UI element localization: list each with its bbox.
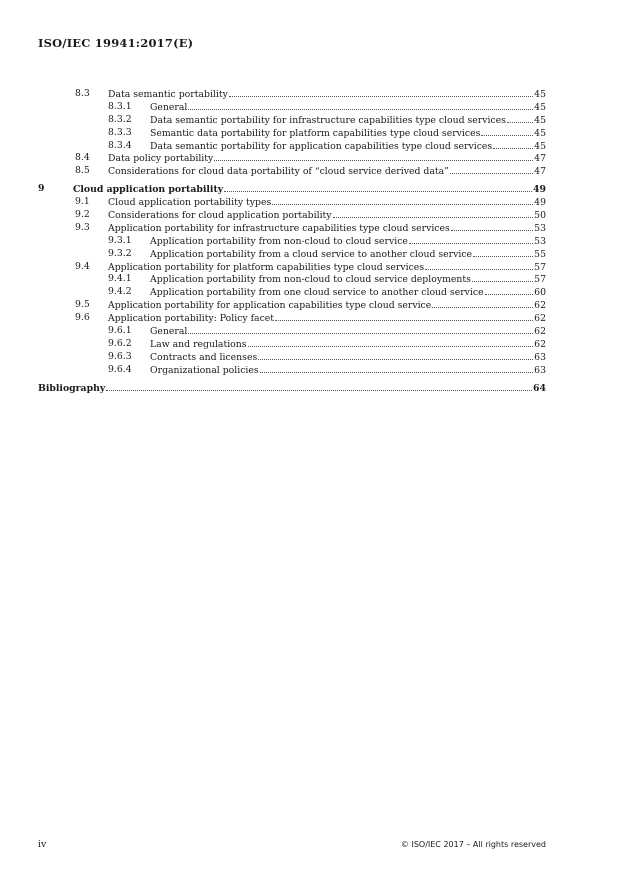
- toc-entry-row: [108, 312, 546, 326]
- toc-entry[interactable]: [38, 351, 546, 364]
- toc-entry-title: General: [150, 326, 188, 338]
- toc-entry-row: [150, 273, 546, 287]
- toc-entry-page: 60: [534, 287, 546, 299]
- toc-entry-number: 9.4: [75, 260, 90, 272]
- toc-entry[interactable]: [38, 338, 546, 351]
- toc-entry-number: 9.4.1: [108, 273, 132, 285]
- toc-entry-page: 49: [533, 184, 546, 196]
- toc-entry-row: [150, 248, 546, 262]
- toc-dot-leader: [214, 152, 533, 161]
- toc-entry-row: [108, 88, 546, 102]
- toc-entry-row: [150, 338, 546, 352]
- toc-entry-number: 9.6.3: [108, 350, 132, 362]
- toc-entry-page: 45: [534, 114, 546, 126]
- toc-entry[interactable]: [38, 235, 546, 248]
- toc-entry[interactable]: [38, 325, 546, 338]
- toc-entry-title: Application portability from non-cloud to cloud service deployments: [150, 274, 471, 286]
- toc-entry-title: Data semantic portability: [108, 89, 228, 100]
- toc-entry-page: 63: [534, 364, 546, 376]
- toc-entry-page: 62: [534, 338, 546, 350]
- toc-entry-row: [108, 299, 546, 313]
- toc-entry-row: [150, 140, 546, 154]
- toc-entry-row: [150, 364, 546, 378]
- footer-copyright: © ISO/IEC 2017 – All rights reserved: [400, 840, 546, 849]
- toc-entry-page: 55: [534, 248, 546, 260]
- toc-entry-page: 62: [534, 326, 546, 338]
- toc-entry[interactable]: [38, 222, 546, 235]
- toc-dot-leader: [188, 101, 533, 110]
- toc-entry[interactable]: [38, 196, 546, 209]
- toc-entry-number: 8.3.3: [108, 126, 132, 138]
- toc-entry[interactable]: [38, 273, 546, 286]
- toc-entry-page: 64: [533, 382, 546, 394]
- toc-entry-number: 9.1: [75, 196, 90, 208]
- toc-entry-title: Application portability: Policy facet: [108, 313, 275, 325]
- toc-entry-title: Considerations for cloud application portability: [108, 210, 332, 222]
- toc-entry-page: 50: [534, 210, 546, 222]
- toc-dot-leader: [485, 286, 533, 295]
- toc-dot-leader: [481, 127, 533, 136]
- toc-entry-number: 9.3: [75, 221, 90, 233]
- toc-entry-number: 9.4.2: [108, 286, 132, 298]
- toc-entry-number: 9.3.2: [108, 247, 132, 259]
- toc-entry[interactable]: [38, 209, 546, 222]
- toc-entry-page: 63: [534, 351, 546, 363]
- toc-entry-row: [150, 127, 546, 141]
- toc-entry-title: Bibliography: [38, 382, 106, 394]
- toc-dot-leader: [229, 88, 533, 97]
- toc-entry-number: 8.5: [75, 165, 90, 177]
- toc-entry[interactable]: [38, 364, 546, 377]
- toc-entry-page: 45: [534, 140, 546, 152]
- table-of-contents: [38, 88, 546, 394]
- toc-entry[interactable]: [38, 114, 546, 127]
- footer-page-number: iv: [38, 839, 47, 850]
- toc-entry-title: Application portability for application capabilities type cloud service: [108, 300, 432, 312]
- toc-dot-leader: [432, 299, 533, 308]
- toc-entry[interactable]: [38, 248, 546, 261]
- toc-entry-row: [150, 114, 546, 128]
- toc-entry-page: 45: [534, 127, 546, 139]
- toc-entry-number: 9.6.1: [108, 325, 132, 337]
- toc-entry-row: [73, 183, 546, 197]
- toc-entry[interactable]: [38, 183, 546, 196]
- toc-entry-row: [38, 382, 546, 396]
- toc-entry-row: [108, 152, 546, 166]
- toc-entry[interactable]: [38, 286, 546, 299]
- toc-entry[interactable]: [38, 299, 546, 312]
- toc-dot-leader: [248, 338, 533, 347]
- toc-entry-page: 62: [534, 313, 546, 325]
- toc-dot-leader: [272, 196, 533, 205]
- toc-entry[interactable]: [38, 152, 546, 165]
- toc-entry-title: Data semantic portability for infrastructure capabilities type cloud services: [150, 114, 506, 126]
- toc-entry-page: 49: [534, 197, 546, 209]
- toc-entry-number: 9.3.1: [108, 234, 132, 246]
- toc-entry-row: [150, 286, 546, 300]
- toc-entry-row: [150, 325, 546, 339]
- toc-entry-number: 8.3.2: [108, 113, 132, 125]
- toc-entry[interactable]: [38, 127, 546, 140]
- toc-entry-title: General: [150, 101, 188, 113]
- toc-dot-leader: [224, 183, 532, 192]
- toc-entry-title: Considerations for cloud data portability of “cloud service derived data”: [108, 166, 449, 178]
- document-header: ISO/IEC 19941:2017(E): [38, 36, 194, 50]
- toc-entry-title: Law and regulations: [150, 338, 247, 350]
- toc-entry-page: 45: [534, 89, 546, 100]
- toc-entry-row: [108, 261, 546, 275]
- toc-dot-leader: [493, 140, 533, 149]
- toc-entry-title: Contracts and licenses: [150, 351, 258, 363]
- toc-entry-title: Cloud application portability: [73, 184, 224, 196]
- toc-entry-title: Cloud application portability types: [108, 197, 272, 209]
- toc-entry-row: [150, 101, 546, 115]
- toc-entry-number: 9.6: [75, 312, 90, 324]
- toc-entry-page: 47: [534, 153, 546, 165]
- toc-entry-title: Semantic data portability for platform capabilities type cloud services: [150, 127, 481, 139]
- toc-entry-page: 53: [534, 222, 546, 234]
- toc-dot-leader: [188, 325, 533, 334]
- toc-entry-page: 53: [534, 235, 546, 247]
- toc-entry-number: 9.6.4: [108, 363, 132, 375]
- toc-entry-page: 62: [534, 300, 546, 312]
- toc-entry-row: [150, 351, 546, 365]
- toc-entry-title: Application portability from a cloud service to another cloud service: [150, 248, 473, 260]
- toc-dot-leader: [333, 209, 533, 218]
- toc-entry-title: Application portability for infrastructure capabilities type cloud services: [108, 222, 450, 234]
- toc-entry-row: [108, 196, 546, 210]
- toc-entry-number: 8.3.4: [108, 139, 132, 151]
- toc-entry-number: 9.6.2: [108, 337, 132, 349]
- toc-entry-title: Data policy portability: [108, 153, 214, 165]
- toc-dot-leader: [425, 261, 533, 270]
- toc-entry-page: 57: [534, 261, 546, 273]
- toc-dot-leader: [472, 273, 533, 282]
- toc-entry-title: Data semantic portability for application capabilities type cloud services: [150, 140, 493, 152]
- toc-entry[interactable]: [38, 165, 546, 178]
- toc-dot-leader: [473, 248, 533, 257]
- toc-entry-page: 47: [534, 166, 546, 178]
- toc-entry-title: Application portability from one cloud service to another cloud service: [150, 287, 484, 299]
- toc-entry[interactable]: [38, 88, 546, 101]
- toc-entry-page: 45: [534, 101, 546, 113]
- toc-dot-leader: [275, 312, 533, 321]
- toc-entry-number: 8.4: [75, 152, 90, 164]
- toc-dot-leader: [451, 222, 533, 231]
- toc-dot-leader: [258, 351, 533, 360]
- toc-entry[interactable]: [38, 101, 546, 114]
- toc-entry-number: 9.5: [75, 299, 90, 311]
- toc-entry-row: [108, 222, 546, 236]
- toc-dot-leader: [106, 382, 532, 391]
- toc-dot-leader: [260, 364, 533, 373]
- toc-entry-row: [108, 209, 546, 223]
- toc-entry-number: 8.3: [75, 88, 90, 99]
- toc-entry-title: Organizational policies: [150, 364, 259, 376]
- toc-dot-leader: [409, 235, 533, 244]
- toc-entry-number: 9: [38, 183, 45, 195]
- toc-entry[interactable]: [38, 140, 546, 153]
- toc-entry-title: Application portability for platform capabilities type cloud services: [108, 261, 425, 273]
- toc-entry[interactable]: [38, 312, 546, 325]
- toc-entry-row: [108, 165, 546, 179]
- toc-entry-page: 57: [534, 274, 546, 286]
- toc-dot-leader: [507, 114, 533, 123]
- toc-dot-leader: [450, 165, 533, 174]
- toc-entry[interactable]: [38, 261, 546, 274]
- toc-entry-row: [150, 235, 546, 249]
- toc-entry-number: 9.2: [75, 209, 90, 221]
- toc-entry-title: Application portability from non-cloud to cloud service: [150, 235, 408, 247]
- toc-entry[interactable]: [38, 382, 546, 395]
- toc-entry-number: 8.3.1: [108, 100, 132, 112]
